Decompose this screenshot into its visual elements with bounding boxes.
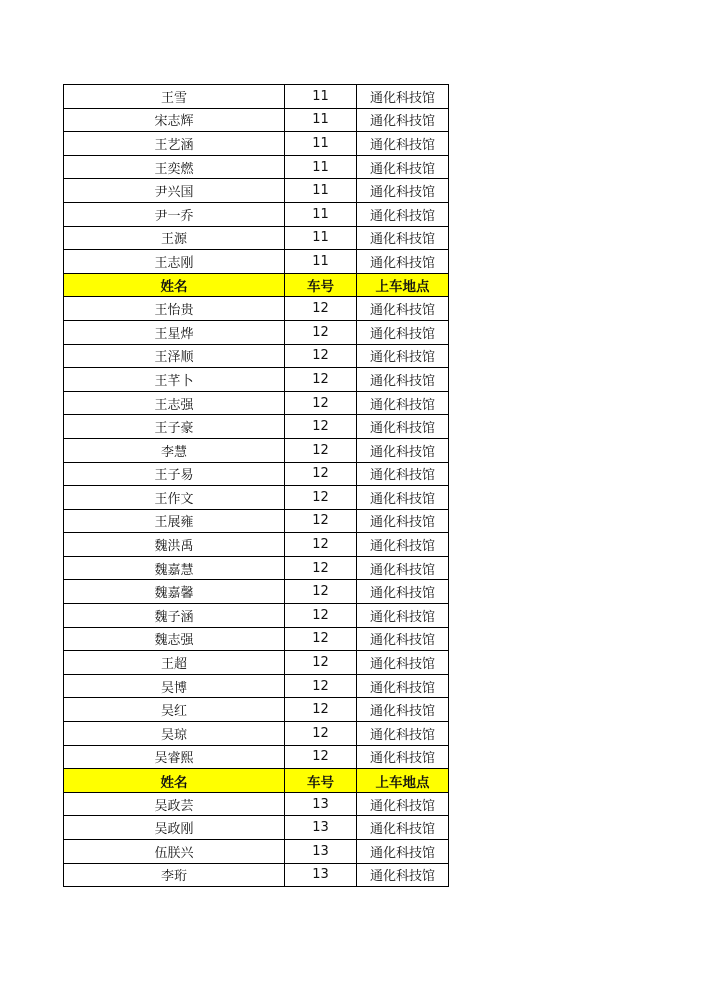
header-car-number-cell: 车号 xyxy=(285,273,357,297)
table-row xyxy=(64,368,449,392)
car-number-cell: 12 xyxy=(285,698,357,722)
header-car-number-cell: 车号 xyxy=(285,769,357,793)
car-number-cell: 11 xyxy=(285,250,357,274)
location-cell: 通化科技馆 xyxy=(357,604,449,628)
name-cell: 王志刚 xyxy=(64,250,285,274)
table-row xyxy=(64,85,449,109)
table-row xyxy=(64,722,449,746)
table-row xyxy=(64,320,449,344)
car-number-cell: 12 xyxy=(285,604,357,628)
location-cell: 通化科技馆 xyxy=(357,627,449,651)
table-row xyxy=(64,816,449,840)
table-row xyxy=(64,651,449,675)
car-number-cell: 12 xyxy=(285,509,357,533)
car-number-cell: 12 xyxy=(285,674,357,698)
location-cell: 通化科技馆 xyxy=(357,415,449,439)
car-number-cell: 13 xyxy=(285,863,357,887)
table-row xyxy=(64,792,449,816)
location-cell: 通化科技馆 xyxy=(357,391,449,415)
table-row xyxy=(64,627,449,651)
table-row xyxy=(64,179,449,203)
name-cell: 王雪 xyxy=(64,85,285,109)
car-number-cell: 12 xyxy=(285,745,357,769)
header-location-cell: 上车地点 xyxy=(357,769,449,793)
car-number-cell: 13 xyxy=(285,816,357,840)
car-number-cell: 12 xyxy=(285,533,357,557)
location-cell: 通化科技馆 xyxy=(357,674,449,698)
table-row xyxy=(64,226,449,250)
table-row xyxy=(64,533,449,557)
car-number-cell: 12 xyxy=(285,722,357,746)
header-row xyxy=(64,769,449,793)
name-cell: 吴红 xyxy=(64,698,285,722)
car-number-cell: 12 xyxy=(285,320,357,344)
car-number-cell: 13 xyxy=(285,792,357,816)
location-cell: 通化科技馆 xyxy=(357,155,449,179)
table-row xyxy=(64,745,449,769)
name-cell: 宋志辉 xyxy=(64,108,285,132)
table-row xyxy=(64,202,449,226)
header-location-cell: 上车地点 xyxy=(357,273,449,297)
table-row xyxy=(64,438,449,462)
car-number-cell: 12 xyxy=(285,368,357,392)
table-row xyxy=(64,462,449,486)
table-row xyxy=(64,391,449,415)
table-row xyxy=(64,840,449,864)
table-row xyxy=(64,604,449,628)
car-number-cell: 11 xyxy=(285,179,357,203)
location-cell: 通化科技馆 xyxy=(357,344,449,368)
name-cell: 王艺涵 xyxy=(64,132,285,156)
car-number-cell: 12 xyxy=(285,438,357,462)
location-cell: 通化科技馆 xyxy=(357,792,449,816)
location-cell: 通化科技馆 xyxy=(357,438,449,462)
location-cell: 通化科技馆 xyxy=(357,651,449,675)
location-cell: 通化科技馆 xyxy=(357,863,449,887)
table-row xyxy=(64,344,449,368)
car-number-cell: 11 xyxy=(285,108,357,132)
name-cell: 魏子涵 xyxy=(64,604,285,628)
table-row xyxy=(64,132,449,156)
name-cell: 魏嘉馨 xyxy=(64,580,285,604)
location-cell: 通化科技馆 xyxy=(357,816,449,840)
location-cell: 通化科技馆 xyxy=(357,509,449,533)
car-number-cell: 12 xyxy=(285,486,357,510)
name-cell: 王泽顺 xyxy=(64,344,285,368)
location-cell: 通化科技馆 xyxy=(357,320,449,344)
name-cell: 魏洪禹 xyxy=(64,533,285,557)
car-number-cell: 11 xyxy=(285,226,357,250)
car-number-cell: 12 xyxy=(285,344,357,368)
car-number-cell: 12 xyxy=(285,556,357,580)
name-cell: 王源 xyxy=(64,226,285,250)
table-row xyxy=(64,556,449,580)
name-cell: 吴政芸 xyxy=(64,792,285,816)
name-cell: 王志强 xyxy=(64,391,285,415)
car-number-cell: 11 xyxy=(285,85,357,109)
table-body xyxy=(64,85,449,887)
name-cell: 尹一乔 xyxy=(64,202,285,226)
car-number-cell: 12 xyxy=(285,415,357,439)
table-row xyxy=(64,674,449,698)
name-cell: 伍朕兴 xyxy=(64,840,285,864)
location-cell: 通化科技馆 xyxy=(357,722,449,746)
name-cell: 魏志强 xyxy=(64,627,285,651)
location-cell: 通化科技馆 xyxy=(357,250,449,274)
location-cell: 通化科技馆 xyxy=(357,698,449,722)
location-cell: 通化科技馆 xyxy=(357,745,449,769)
bus-assignment-table xyxy=(63,84,449,887)
name-cell: 王星烨 xyxy=(64,320,285,344)
car-number-cell: 11 xyxy=(285,132,357,156)
car-number-cell: 12 xyxy=(285,462,357,486)
location-cell: 通化科技馆 xyxy=(357,840,449,864)
name-cell: 王奕燃 xyxy=(64,155,285,179)
name-cell: 王子豪 xyxy=(64,415,285,439)
location-cell: 通化科技馆 xyxy=(357,580,449,604)
table-row xyxy=(64,108,449,132)
location-cell: 通化科技馆 xyxy=(357,368,449,392)
location-cell: 通化科技馆 xyxy=(357,85,449,109)
location-cell: 通化科技馆 xyxy=(357,226,449,250)
name-cell: 李慧 xyxy=(64,438,285,462)
table-row xyxy=(64,486,449,510)
table-row xyxy=(64,698,449,722)
car-number-cell: 13 xyxy=(285,840,357,864)
location-cell: 通化科技馆 xyxy=(357,132,449,156)
table-row xyxy=(64,250,449,274)
name-cell: 吴睿熙 xyxy=(64,745,285,769)
location-cell: 通化科技馆 xyxy=(357,486,449,510)
table-row xyxy=(64,509,449,533)
name-cell: 尹兴国 xyxy=(64,179,285,203)
name-cell: 王芊卜 xyxy=(64,368,285,392)
location-cell: 通化科技馆 xyxy=(357,179,449,203)
car-number-cell: 12 xyxy=(285,627,357,651)
table-row xyxy=(64,297,449,321)
car-number-cell: 12 xyxy=(285,580,357,604)
location-cell: 通化科技馆 xyxy=(357,533,449,557)
location-cell: 通化科技馆 xyxy=(357,202,449,226)
table-row xyxy=(64,580,449,604)
header-name-cell: 姓名 xyxy=(64,273,285,297)
name-cell: 吴政刚 xyxy=(64,816,285,840)
location-cell: 通化科技馆 xyxy=(357,297,449,321)
header-row xyxy=(64,273,449,297)
name-cell: 王展雍 xyxy=(64,509,285,533)
name-cell: 魏嘉慧 xyxy=(64,556,285,580)
location-cell: 通化科技馆 xyxy=(357,462,449,486)
name-cell: 王作文 xyxy=(64,486,285,510)
car-number-cell: 11 xyxy=(285,155,357,179)
name-cell: 王超 xyxy=(64,651,285,675)
table-row xyxy=(64,863,449,887)
header-name-cell: 姓名 xyxy=(64,769,285,793)
car-number-cell: 12 xyxy=(285,391,357,415)
name-cell: 王怡贵 xyxy=(64,297,285,321)
car-number-cell: 12 xyxy=(285,651,357,675)
name-cell: 吴博 xyxy=(64,674,285,698)
car-number-cell: 11 xyxy=(285,202,357,226)
table-row xyxy=(64,415,449,439)
location-cell: 通化科技馆 xyxy=(357,108,449,132)
table-row xyxy=(64,155,449,179)
name-cell: 吴琼 xyxy=(64,722,285,746)
location-cell: 通化科技馆 xyxy=(357,556,449,580)
name-cell: 李珩 xyxy=(64,863,285,887)
name-cell: 王子易 xyxy=(64,462,285,486)
car-number-cell: 12 xyxy=(285,297,357,321)
